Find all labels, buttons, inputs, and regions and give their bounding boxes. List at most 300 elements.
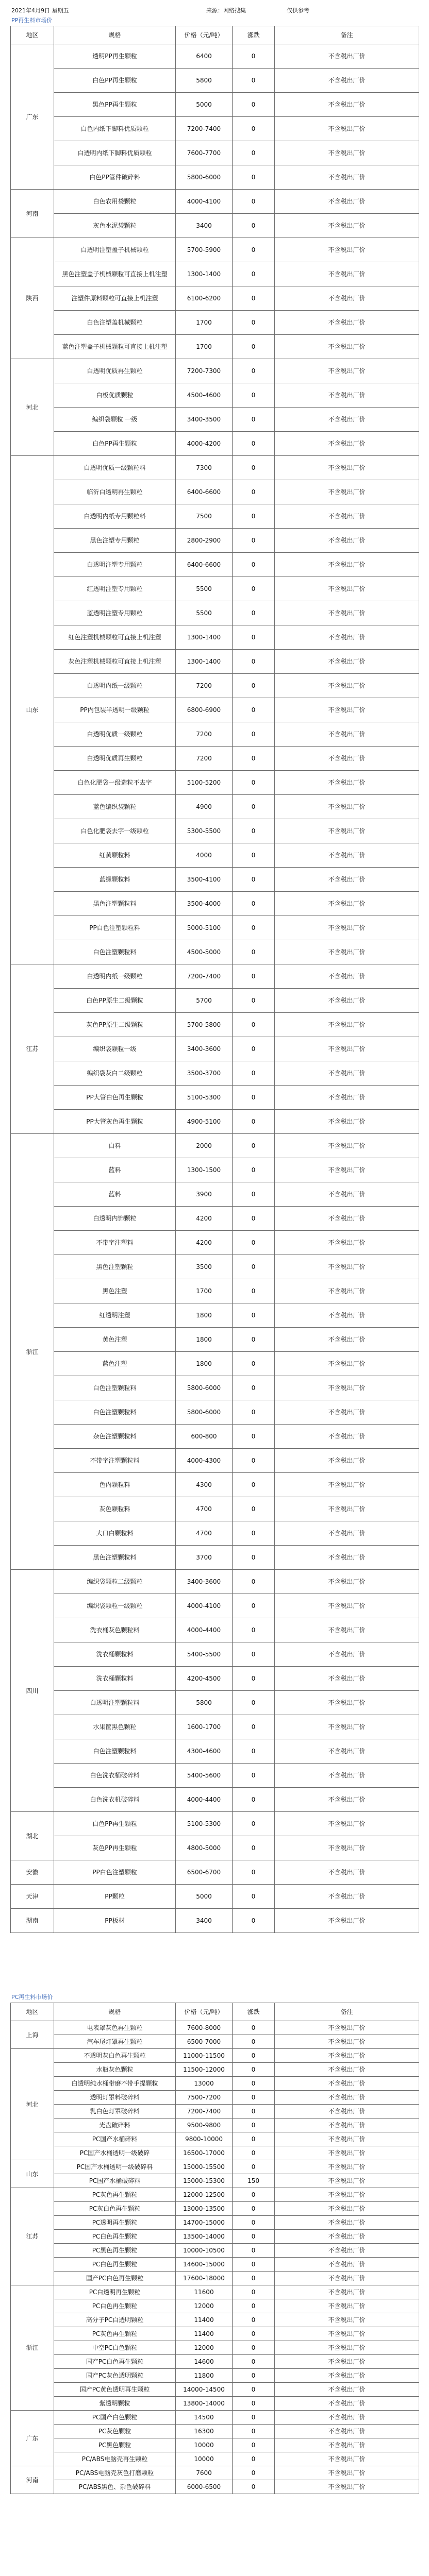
spec-cell: PC灰色再生颗粒 bbox=[54, 2327, 176, 2341]
spec-cell: 白色洗衣桶破碎料 bbox=[54, 1764, 176, 1788]
remark-cell: 不含税出厂价 bbox=[275, 916, 419, 940]
spec-cell: 杂色注塑颗粒料 bbox=[54, 1425, 176, 1449]
price-cell: 12000 bbox=[176, 2299, 233, 2313]
table-row bbox=[11, 69, 419, 93]
remark-cell: 不含税出厂价 bbox=[275, 2355, 419, 2369]
table-row bbox=[11, 1013, 419, 1037]
spec-cell: 蓝料 bbox=[54, 1158, 176, 1182]
change-cell: 0 bbox=[233, 2063, 275, 2077]
price-cell: 3400 bbox=[176, 214, 233, 238]
price-cell: 13500-14000 bbox=[176, 2230, 233, 2244]
price-cell: 4000 bbox=[176, 843, 233, 868]
region-cell: 山东 bbox=[11, 456, 54, 964]
region-cell: 安徽 bbox=[11, 1860, 54, 1885]
remark-cell: 不含税出厂价 bbox=[275, 44, 419, 69]
change-cell: 0 bbox=[233, 2160, 275, 2174]
price-cell: 5700 bbox=[176, 989, 233, 1013]
price-cell: 7600-7700 bbox=[176, 141, 233, 165]
remark-cell: 不含税出厂价 bbox=[275, 1497, 419, 1521]
price-cell: 4000-4400 bbox=[176, 1788, 233, 1812]
remark-cell: 不含税出厂价 bbox=[275, 504, 419, 529]
price-cell: 4900-5100 bbox=[176, 1110, 233, 1134]
spec-cell: PC国产水桶破碎料 bbox=[54, 2174, 176, 2188]
table-row bbox=[11, 2091, 419, 2105]
change-cell: 0 bbox=[233, 2466, 275, 2480]
remark-cell: 不含税出厂价 bbox=[275, 1037, 419, 1061]
remark-cell: 不含税出厂价 bbox=[275, 1667, 419, 1691]
table-row bbox=[11, 2466, 419, 2480]
spec-cell: 白透明纯水桶带磨不带手提颗粒 bbox=[54, 2077, 176, 2091]
remark-cell: 不含税出厂价 bbox=[275, 2397, 419, 2411]
spec-cell: 红透明注塑专用颗粒 bbox=[54, 577, 176, 601]
remark-cell: 不含税出厂价 bbox=[275, 2119, 419, 2132]
spec-cell: PC/ABS电脑壳再生颗粒 bbox=[54, 2452, 176, 2466]
spec-cell: 白色PP管件破碎料 bbox=[54, 165, 176, 190]
spec-cell: 编织袋灰白二级颗粒 bbox=[54, 1061, 176, 1086]
spec-cell: 高分子PC白透明颗粒 bbox=[54, 2313, 176, 2327]
change-cell: 0 bbox=[233, 69, 275, 93]
table-row bbox=[11, 843, 419, 868]
spec-cell: 乳白色灯罩破碎料 bbox=[54, 2105, 176, 2119]
change-cell: 0 bbox=[233, 1860, 275, 1885]
remark-cell: 不含税出厂价 bbox=[275, 2077, 419, 2091]
price-cell: 4500-5000 bbox=[176, 940, 233, 964]
remark-cell: 不含税出厂价 bbox=[275, 1303, 419, 1328]
spec-cell: 洗衣桶颗粒料 bbox=[54, 1642, 176, 1667]
table-row bbox=[11, 989, 419, 1013]
spec-cell: 蓝透明注塑专用颗粒 bbox=[54, 601, 176, 625]
price-cell: 11400 bbox=[176, 2327, 233, 2341]
spec-cell: PC黑色颗粒 bbox=[54, 2438, 176, 2452]
change-cell: 0 bbox=[233, 1812, 275, 1836]
table-row bbox=[11, 1909, 419, 1933]
change-cell: 0 bbox=[233, 1425, 275, 1449]
remark-cell: 不含税出厂价 bbox=[275, 2132, 419, 2146]
price-cell: 5500 bbox=[176, 577, 233, 601]
remark-cell: 不含税出厂价 bbox=[275, 1594, 419, 1618]
spec-cell: 白色PP再生颗粒 bbox=[54, 1812, 176, 1836]
table-row bbox=[11, 1885, 419, 1909]
spec-cell: 灰色PP原生二级颗粒 bbox=[54, 1013, 176, 1037]
price-cell: 5700-5900 bbox=[176, 238, 233, 262]
page bbox=[4, 0, 425, 2494]
spec-cell: PP白色注塑颗粒料 bbox=[54, 916, 176, 940]
region-cell: 湖南 bbox=[11, 1909, 54, 1933]
spec-cell: 黑色PP再生颗粒 bbox=[54, 93, 176, 117]
change-cell: 0 bbox=[233, 1110, 275, 1134]
table-row bbox=[11, 93, 419, 117]
remark-cell: 不含税出厂价 bbox=[275, 1570, 419, 1594]
spec-cell: 白料 bbox=[54, 1134, 176, 1158]
table-row bbox=[11, 2438, 419, 2452]
spec-cell: 白透明优质一级颗粒 bbox=[54, 722, 176, 747]
spec-cell: 黑色注塑颗粒 bbox=[54, 1255, 176, 1279]
spec-cell: 临沂白透明再生颗粒 bbox=[54, 480, 176, 504]
price-cell: 1300-1400 bbox=[176, 262, 233, 286]
remark-cell: 不含税出厂价 bbox=[275, 335, 419, 359]
remark-cell: 不含税出厂价 bbox=[275, 2035, 419, 2049]
table-row bbox=[11, 625, 419, 650]
remark-cell: 不含税出厂价 bbox=[275, 311, 419, 335]
table-row bbox=[11, 1400, 419, 1425]
remark-cell: 不含税出厂价 bbox=[275, 2146, 419, 2160]
spec-cell: 蓝色注塑盖子机械颗粒可直接上机注塑 bbox=[54, 335, 176, 359]
price-cell: 1800 bbox=[176, 1328, 233, 1352]
table-row bbox=[11, 2063, 419, 2077]
change-cell: 0 bbox=[233, 1158, 275, 1182]
change-cell: 0 bbox=[233, 214, 275, 238]
price-cell: 4800-5000 bbox=[176, 1836, 233, 1860]
change-cell: 0 bbox=[233, 2355, 275, 2369]
table-row bbox=[11, 2397, 419, 2411]
change-cell: 0 bbox=[233, 2411, 275, 2425]
table-row bbox=[11, 964, 419, 989]
price-cell: 1600-1700 bbox=[176, 1715, 233, 1739]
price-cell: 15000-15500 bbox=[176, 2160, 233, 2174]
spec-cell: 白色内纸下脚料优质颗粒 bbox=[54, 117, 176, 141]
spec-cell: 白色注塑颗粒料 bbox=[54, 1400, 176, 1425]
pc-price-table bbox=[10, 2003, 419, 2494]
spec-cell: 白透明优质再生颗粒 bbox=[54, 747, 176, 771]
remark-cell: 不含税出厂价 bbox=[275, 2452, 419, 2466]
price-cell: 1300-1500 bbox=[176, 1158, 233, 1182]
price-cell: 1700 bbox=[176, 311, 233, 335]
price-cell: 14700-15000 bbox=[176, 2216, 233, 2230]
table-row bbox=[11, 577, 419, 601]
spec-cell: 编织袋颗粒二级颗粒 bbox=[54, 1570, 176, 1594]
change-cell: 0 bbox=[233, 1764, 275, 1788]
column-header: 备注 bbox=[275, 2003, 419, 2021]
spec-cell: 国产PC灰色透明颗粒 bbox=[54, 2369, 176, 2383]
price-cell: 5500 bbox=[176, 601, 233, 625]
change-cell: 0 bbox=[233, 2132, 275, 2146]
change-cell: 150 bbox=[233, 2174, 275, 2188]
price-cell: 4200 bbox=[176, 1207, 233, 1231]
price-cell: 4900 bbox=[176, 795, 233, 819]
remark-cell: 不含税出厂价 bbox=[275, 1739, 419, 1764]
spec-cell: PC国产水桶透明一级破碎 bbox=[54, 2146, 176, 2160]
price-cell: 3500-3700 bbox=[176, 1061, 233, 1086]
change-cell: 0 bbox=[233, 1691, 275, 1715]
remark-cell: 不含税出厂价 bbox=[275, 1546, 419, 1570]
spec-cell: 白透明内纸下脚料优质颗粒 bbox=[54, 141, 176, 165]
column-header: 涨跌 bbox=[233, 2003, 275, 2021]
price-cell: 5800 bbox=[176, 69, 233, 93]
spec-cell: 大口白颗粒料 bbox=[54, 1521, 176, 1546]
change-cell: 0 bbox=[233, 1715, 275, 1739]
spec-cell: 白色注塑盖机械颗粒 bbox=[54, 311, 176, 335]
remark-cell: 不含税出厂价 bbox=[275, 2480, 419, 2494]
change-cell: 0 bbox=[233, 44, 275, 69]
table-row bbox=[11, 1764, 419, 1788]
price-cell: 4000-4100 bbox=[176, 190, 233, 214]
spec-cell: 黑色注塑颗粒料 bbox=[54, 1546, 176, 1570]
table-row bbox=[11, 1279, 419, 1303]
column-header: 地区 bbox=[11, 2003, 54, 2021]
table-row bbox=[11, 1037, 419, 1061]
column-header: 备注 bbox=[275, 26, 419, 44]
column-header: 涨跌 bbox=[233, 26, 275, 44]
price-cell: 3900 bbox=[176, 1182, 233, 1207]
price-cell: 16500-17000 bbox=[176, 2146, 233, 2160]
price-cell: 13800-14000 bbox=[176, 2397, 233, 2411]
price-cell: 7200-7400 bbox=[176, 964, 233, 989]
remark-cell: 不含税出厂价 bbox=[275, 1885, 419, 1909]
price-cell: 4200 bbox=[176, 1231, 233, 1255]
table-row bbox=[11, 2174, 419, 2188]
remark-cell: 不含税出厂价 bbox=[275, 2063, 419, 2077]
table-row bbox=[11, 553, 419, 577]
price-cell: 5300-5500 bbox=[176, 819, 233, 843]
remark-cell: 不含税出厂价 bbox=[275, 117, 419, 141]
table-row bbox=[11, 1521, 419, 1546]
price-cell: 9800-10000 bbox=[176, 2132, 233, 2146]
price-cell: 5800-6000 bbox=[176, 1400, 233, 1425]
table-row bbox=[11, 1642, 419, 1667]
spec-cell: PP颗粒 bbox=[54, 1885, 176, 1909]
change-cell: 0 bbox=[233, 2299, 275, 2313]
change-cell: 0 bbox=[233, 601, 275, 625]
remark-cell: 不含税出厂价 bbox=[275, 2105, 419, 2119]
spec-cell: 白色农用袋颗粒 bbox=[54, 190, 176, 214]
change-cell: 0 bbox=[233, 2327, 275, 2341]
price-cell: 5000 bbox=[176, 93, 233, 117]
change-cell: 0 bbox=[233, 1376, 275, 1400]
remark-cell: 不含税出厂价 bbox=[275, 1642, 419, 1667]
price-cell: 6400 bbox=[176, 44, 233, 69]
table-row bbox=[11, 1715, 419, 1739]
remark-cell: 不含税出厂价 bbox=[275, 747, 419, 771]
table-row bbox=[11, 1836, 419, 1860]
price-cell: 14600 bbox=[176, 2355, 233, 2369]
change-cell: 0 bbox=[233, 868, 275, 892]
remark-cell: 不含税出厂价 bbox=[275, 1376, 419, 1400]
spec-cell: PC白色再生颗粒 bbox=[54, 2299, 176, 2313]
table-row bbox=[11, 2452, 419, 2466]
price-cell: 6800-6900 bbox=[176, 698, 233, 722]
table-row bbox=[11, 311, 419, 335]
table-row bbox=[11, 117, 419, 141]
remark-cell: 不含税出厂价 bbox=[275, 408, 419, 432]
table-row bbox=[11, 2119, 419, 2132]
spec-cell: PP大管白色再生颗粒 bbox=[54, 1086, 176, 1110]
remark-cell: 不含税出厂价 bbox=[275, 2327, 419, 2341]
price-cell: 7200-7400 bbox=[176, 2105, 233, 2119]
change-cell: 0 bbox=[233, 1279, 275, 1303]
spec-cell: 灰色PP再生颗粒 bbox=[54, 1836, 176, 1860]
region-cell: 河南 bbox=[11, 2466, 54, 2494]
region-cell: 广东 bbox=[11, 44, 54, 190]
table-row bbox=[11, 1061, 419, 1086]
change-cell: 0 bbox=[233, 553, 275, 577]
remark-cell: 不含税出厂价 bbox=[275, 819, 419, 843]
price-cell: 1700 bbox=[176, 335, 233, 359]
table-row bbox=[11, 1691, 419, 1715]
remark-cell: 不含税出厂价 bbox=[275, 1134, 419, 1158]
spec-cell: 白透明内饰颗粒 bbox=[54, 1207, 176, 1231]
region-cell: 广东 bbox=[11, 2411, 54, 2466]
table-row bbox=[11, 2480, 419, 2494]
table-row bbox=[11, 238, 419, 262]
change-cell: 0 bbox=[233, 964, 275, 989]
change-cell: 0 bbox=[233, 2480, 275, 2494]
price-cell: 2800-2900 bbox=[176, 529, 233, 553]
spec-cell: PC白色再生颗粒 bbox=[54, 2230, 176, 2244]
table-row bbox=[11, 771, 419, 795]
spec-cell: 白板优质颗粒 bbox=[54, 383, 176, 408]
spec-cell: 灰色注塑机械颗粒可直接上机注塑 bbox=[54, 650, 176, 674]
table-row bbox=[11, 1207, 419, 1231]
remark-cell: 不含税出厂价 bbox=[275, 1182, 419, 1207]
remark-cell: 不含税出厂价 bbox=[275, 1425, 419, 1449]
remark-cell: 不含税出厂价 bbox=[275, 1255, 419, 1279]
region-cell: 浙江 bbox=[11, 1134, 54, 1570]
spec-cell: 红黄颗粒料 bbox=[54, 843, 176, 868]
price-cell: 4700 bbox=[176, 1521, 233, 1546]
spec-cell: 透明PP再生颗粒 bbox=[54, 44, 176, 69]
spec-cell: 黄色注塑 bbox=[54, 1328, 176, 1352]
change-cell: 0 bbox=[233, 2313, 275, 2327]
spec-cell: 黑色注塑颗粒料 bbox=[54, 892, 176, 916]
table-row bbox=[11, 698, 419, 722]
remark-cell: 不含税出厂价 bbox=[275, 2438, 419, 2452]
spec-cell: 不带字注塑颗粒料 bbox=[54, 1449, 176, 1473]
remark-cell: 不含税出厂价 bbox=[275, 2466, 419, 2480]
change-cell: 0 bbox=[233, 1207, 275, 1231]
spec-cell: 洗衣桶颗粒料 bbox=[54, 1667, 176, 1691]
price-cell: 5100-5300 bbox=[176, 1086, 233, 1110]
table-row bbox=[11, 1352, 419, 1376]
remark-cell: 不含税出厂价 bbox=[275, 1086, 419, 1110]
remark-cell: 不含税出厂价 bbox=[275, 480, 419, 504]
spec-cell: 不带字注塑料 bbox=[54, 1231, 176, 1255]
price-cell: 7500-7200 bbox=[176, 2091, 233, 2105]
column-header: 规格 bbox=[54, 26, 176, 44]
price-cell: 12000-12500 bbox=[176, 2188, 233, 2202]
region-cell: 天津 bbox=[11, 1885, 54, 1909]
change-cell: 0 bbox=[233, 698, 275, 722]
region-cell: 浙江 bbox=[11, 2285, 54, 2411]
remark-cell: 不含税出厂价 bbox=[275, 1061, 419, 1086]
table-row bbox=[11, 2105, 419, 2119]
remark-cell: 不含税出厂价 bbox=[275, 2188, 419, 2202]
region-cell: 河南 bbox=[11, 190, 54, 238]
remark-cell: 不含税出厂价 bbox=[275, 1764, 419, 1788]
price-cell: 14000-14500 bbox=[176, 2383, 233, 2397]
remark-cell: 不含税出厂价 bbox=[275, 1231, 419, 1255]
price-cell: 11400 bbox=[176, 2313, 233, 2327]
table-row bbox=[11, 2202, 419, 2216]
remark-cell: 不含税出厂价 bbox=[275, 93, 419, 117]
price-cell: 600-800 bbox=[176, 1425, 233, 1449]
table-row bbox=[11, 2146, 419, 2160]
change-cell: 0 bbox=[233, 2244, 275, 2258]
change-cell: 0 bbox=[233, 1086, 275, 1110]
table-row bbox=[11, 529, 419, 553]
change-cell: 0 bbox=[233, 238, 275, 262]
table-row bbox=[11, 2035, 419, 2049]
price-cell: 5400-5500 bbox=[176, 1642, 233, 1667]
change-cell: 0 bbox=[233, 93, 275, 117]
price-cell: 3500 bbox=[176, 1255, 233, 1279]
table-row bbox=[11, 2341, 419, 2355]
table-row bbox=[11, 1449, 419, 1473]
table-row bbox=[11, 2258, 419, 2272]
spec-cell: 白透明注塑专用颗粒 bbox=[54, 553, 176, 577]
remark-cell: 不含税出厂价 bbox=[275, 262, 419, 286]
change-cell: 0 bbox=[233, 722, 275, 747]
change-cell: 0 bbox=[233, 2258, 275, 2272]
spec-cell: 洗衣桶灰色颗粒料 bbox=[54, 1618, 176, 1642]
change-cell: 0 bbox=[233, 2397, 275, 2411]
spec-cell: 白透明内纸专用颗粒料 bbox=[54, 504, 176, 529]
price-cell: 7500 bbox=[176, 504, 233, 529]
remark-cell: 不含税出厂价 bbox=[275, 1715, 419, 1739]
table-row bbox=[11, 1182, 419, 1207]
pc-section-title: PC再生料市场价 bbox=[11, 1994, 53, 2001]
column-header: 价格（元/吨） bbox=[176, 26, 233, 44]
price-cell: 6100-6200 bbox=[176, 286, 233, 311]
spec-cell: 白色注塑颗粒料 bbox=[54, 1739, 176, 1764]
table-row bbox=[11, 1255, 419, 1279]
table-row bbox=[11, 795, 419, 819]
price-cell: 7200-7400 bbox=[176, 117, 233, 141]
remark-cell: 不含税出厂价 bbox=[275, 601, 419, 625]
remark-cell: 不含税出厂价 bbox=[275, 1400, 419, 1425]
table-row bbox=[11, 2383, 419, 2397]
price-cell: 7200 bbox=[176, 674, 233, 698]
table-row bbox=[11, 432, 419, 456]
remark-cell: 不含税出厂价 bbox=[275, 2299, 419, 2313]
table-row bbox=[11, 408, 419, 432]
change-cell: 0 bbox=[233, 117, 275, 141]
change-cell: 0 bbox=[233, 892, 275, 916]
change-cell: 0 bbox=[233, 432, 275, 456]
table-row bbox=[11, 892, 419, 916]
price-cell: 3500-4000 bbox=[176, 892, 233, 916]
spec-cell: PP白色注塑颗粒 bbox=[54, 1860, 176, 1885]
region-cell: 河北 bbox=[11, 2049, 54, 2160]
spec-cell: 白透明优质再生颗粒 bbox=[54, 359, 176, 383]
spec-cell: PC白透明再生颗粒 bbox=[54, 2285, 176, 2299]
change-cell: 0 bbox=[233, 1303, 275, 1328]
price-cell: 5800-6000 bbox=[176, 165, 233, 190]
price-cell: 7600 bbox=[176, 2466, 233, 2480]
table-row bbox=[11, 2216, 419, 2230]
spec-cell: 水果筐黑色颗粒 bbox=[54, 1715, 176, 1739]
change-cell: 0 bbox=[233, 480, 275, 504]
change-cell: 0 bbox=[233, 504, 275, 529]
change-cell: 0 bbox=[233, 625, 275, 650]
table-row bbox=[11, 2244, 419, 2258]
price-cell: 7600-8000 bbox=[176, 2021, 233, 2035]
table-row bbox=[11, 1667, 419, 1691]
table-row bbox=[11, 1134, 419, 1158]
remark-cell: 不含税出厂价 bbox=[275, 69, 419, 93]
price-cell: 3400-3600 bbox=[176, 1570, 233, 1594]
table-row bbox=[11, 1546, 419, 1570]
table-row bbox=[11, 286, 419, 311]
table-row bbox=[11, 2355, 419, 2369]
remark-cell: 不含税出厂价 bbox=[275, 577, 419, 601]
change-cell: 0 bbox=[233, 2425, 275, 2438]
remark-cell: 不含税出厂价 bbox=[275, 868, 419, 892]
remark-cell: 不含税出厂价 bbox=[275, 2313, 419, 2327]
price-cell: 7200 bbox=[176, 722, 233, 747]
change-cell: 0 bbox=[233, 529, 275, 553]
change-cell: 0 bbox=[233, 2383, 275, 2397]
change-cell: 0 bbox=[233, 1061, 275, 1086]
